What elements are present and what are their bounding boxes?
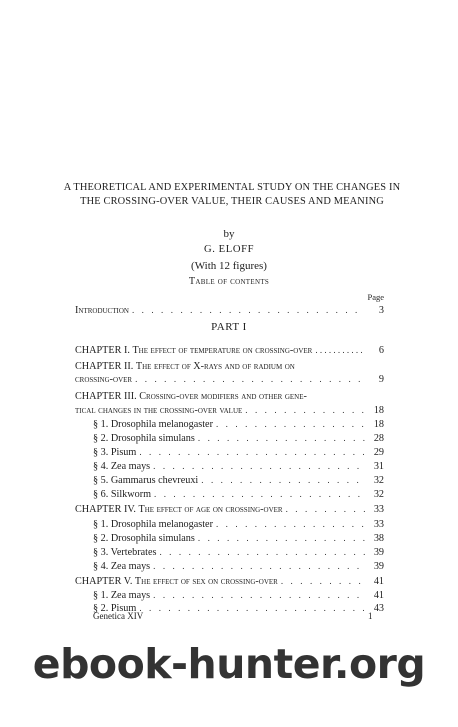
section-page: 43 (373, 603, 384, 614)
toc-entry-chapter-3[interactable] (75, 391, 384, 402)
section-label: § 1. Drosophila melanogaster (93, 519, 213, 530)
leader-dots (216, 419, 365, 429)
sheet-number: 1 (368, 611, 373, 621)
author-name: G. ELOFF (203, 244, 255, 255)
leader-dots (245, 405, 365, 415)
section-label: § 5. Gammarus chevreuxi (93, 475, 199, 486)
toc-section[interactable] (93, 489, 384, 500)
leader-dots (153, 561, 365, 571)
toc-entry-chapter-4[interactable] (75, 504, 384, 515)
toc-section[interactable] (93, 447, 384, 458)
chapter-number: CHAPTER I. (75, 345, 130, 356)
leader-dots (153, 461, 365, 471)
toc-entry-chapter-2-cont[interactable] (75, 374, 384, 385)
chapter-title-line-1: The effect of X-rays and of radium on (135, 361, 295, 372)
leader-dots (153, 590, 365, 600)
watermark-text: ebook-hunter.org (32, 640, 426, 688)
toc-entry-chapter-3-cont[interactable] (75, 405, 384, 416)
section-page: 32 (373, 489, 384, 500)
section-label: § 2. Drosophila simulans (93, 533, 195, 544)
section-label: § 4. Zea mays (93, 561, 151, 572)
toc-entry-page: 18 (373, 405, 384, 416)
section-page: 39 (373, 561, 384, 572)
leader-dots (139, 603, 365, 613)
section-page: 38 (373, 533, 384, 544)
toc-entry-page: 33 (373, 504, 384, 515)
leader-space (315, 345, 365, 355)
chapter-title: The effect of temperature on crossing-over (132, 345, 313, 356)
toc-entry-page: 41 (373, 576, 384, 587)
chapter-title-line-2: crossing-over (75, 374, 133, 385)
chapter-number: CHAPTER IV. (75, 504, 136, 515)
toc-section[interactable] (93, 419, 384, 430)
toc-section[interactable] (93, 433, 384, 444)
toc-section[interactable] (93, 461, 384, 472)
toc-entry-page: 6 (378, 345, 384, 356)
by-line: by (223, 228, 235, 240)
document-title: A THEORETICAL AND EXPERIMENTAL STUDY ON THE CHANGES IN THE CROSSING-OVER VALUE, THEIR CAUSES AND MEANING (63, 182, 401, 207)
toc-section[interactable] (93, 590, 384, 601)
part-heading: PART I (211, 321, 247, 333)
leader-dots (216, 519, 365, 529)
chapter-number: CHAPTER V. (75, 576, 133, 587)
chapter-title: The effect of sex on crossing-over (134, 576, 278, 587)
section-page: 29 (373, 447, 384, 458)
toc-section[interactable] (93, 475, 384, 486)
section-page: 41 (373, 590, 384, 601)
toc-entry-label: Introduction (75, 305, 129, 316)
section-label: § 2. Drosophila simulans (93, 433, 195, 444)
chapter-title: The effect of age on crossing-over (138, 504, 283, 515)
section-label: § 1. Zea mays (93, 590, 151, 601)
section-page: 39 (373, 547, 384, 558)
toc-entry-chapter-2[interactable] (75, 361, 384, 372)
section-page: 33 (373, 519, 384, 530)
toc-entry-page: 9 (378, 374, 384, 385)
section-page: 31 (373, 461, 384, 472)
leader-dots (286, 504, 365, 514)
toc-entry-introduction[interactable] (75, 305, 384, 316)
leader-dots (159, 547, 365, 557)
chapter-number: CHAPTER III. (75, 391, 137, 402)
toc-entry-chapter-1[interactable] (75, 345, 384, 356)
chapter-title-line-2: tical changes in the crossing-over value (75, 405, 243, 416)
leader-dots (198, 533, 365, 543)
section-page: 18 (373, 419, 384, 430)
section-page: 28 (373, 433, 384, 444)
toc-section[interactable] (93, 547, 384, 558)
chapter-number: CHAPTER II. (75, 361, 134, 372)
section-label: § 4. Zea mays (93, 461, 151, 472)
section-label: § 2. Pisum (93, 603, 137, 614)
toc-section[interactable] (93, 561, 384, 572)
leader-dots (154, 489, 365, 499)
toc-entry-chapter-5[interactable] (75, 576, 384, 587)
section-label: § 3. Pisum (93, 447, 137, 458)
page-column-label: Page (367, 292, 384, 302)
journal-footer: Genetica XIV (93, 611, 144, 621)
section-label: § 6. Silkworm (93, 489, 152, 500)
section-page: 32 (373, 475, 384, 486)
leader-dots (135, 374, 365, 384)
figures-note: (With 12 figures) (191, 260, 267, 272)
toc-section[interactable] (93, 533, 384, 544)
toc-heading: Table of contents (188, 276, 270, 287)
toc-entry-page: 3 (378, 305, 384, 316)
leader-dots (132, 305, 365, 315)
toc-section[interactable] (93, 519, 384, 530)
section-label: § 1. Drosophila melanogaster (93, 419, 213, 430)
leader-dots (281, 576, 365, 586)
leader-dots (198, 433, 365, 443)
leader-dots (139, 447, 365, 457)
leader-dots (201, 475, 365, 485)
section-label: § 3. Vertebrates (93, 547, 157, 558)
chapter-title-line-1: Crossing-over modifiers and other gene- (139, 391, 307, 402)
